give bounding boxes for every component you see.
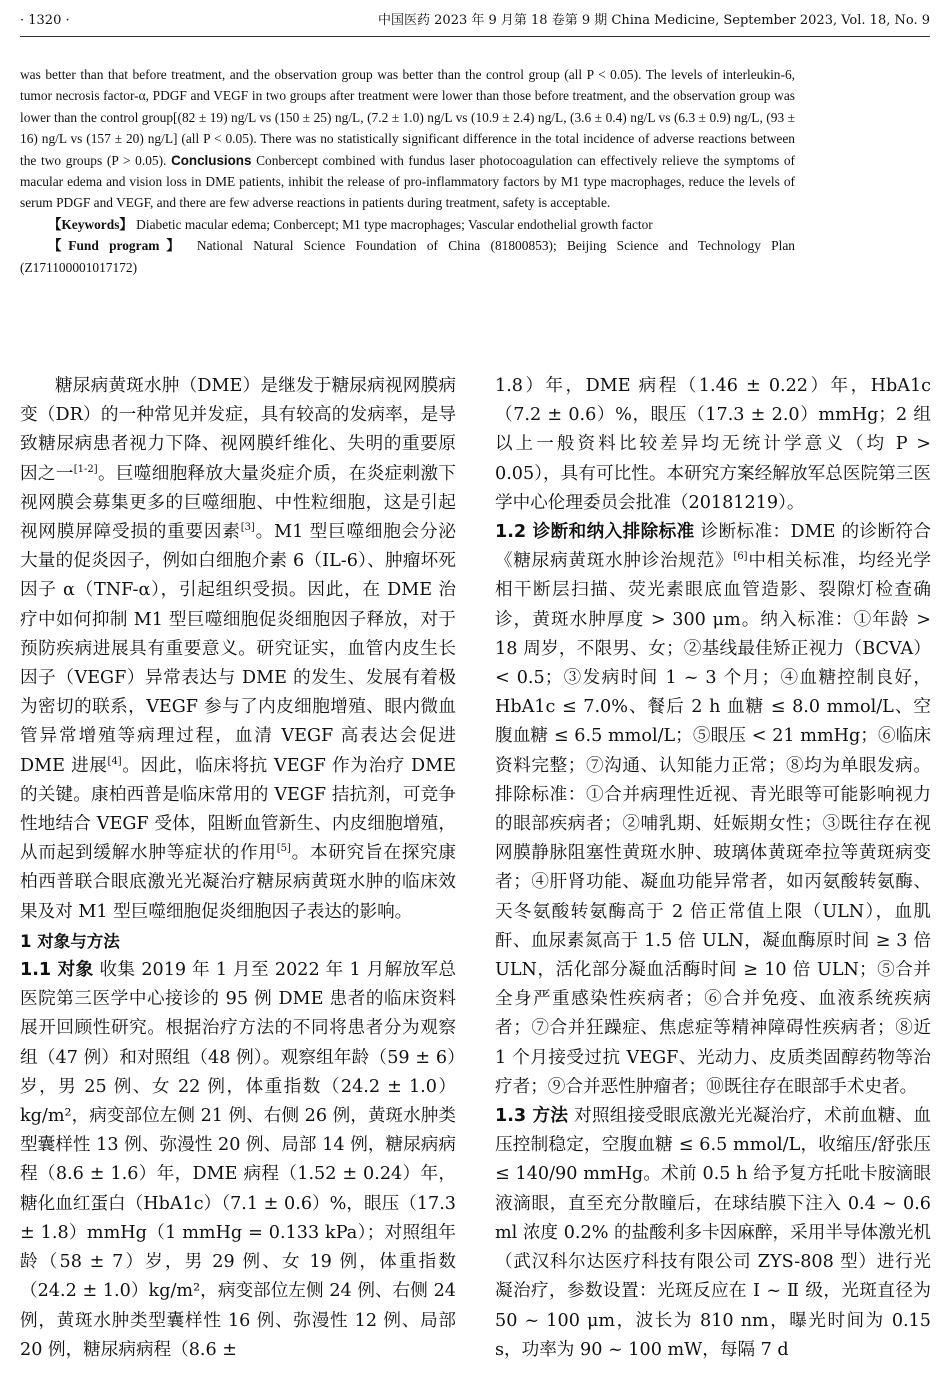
abstract-results-text: was better than that before treatment, and the observation group was better than the control group (all P < 0.05). The levels of interleukin-6, tumor necrosis factor-α, PDGF and VEGF in two groups after treatment were lower than those before treatment, and the observation group was lower than the control group[(82 ± 19) ng/L vs (150 ± 25) ng/L, (7.2 ± 1.0) ng/L vs (10.9 ± 2.4) ng/L, (3.6 ± 0.4) ng/L vs (6.3 ± 0.9) ng/L, (93 ± 16) ng/L vs (157 ± 20) ng/L] (all P < 0.05). There was no statistically significant difference in the total incidence of adverse reactions between the two groups (P > 0.05). <box>20 67 795 168</box>
right-column <box>495 372 931 1365</box>
subsection-1-2-title: 1.2 诊断和纳入排除标准 <box>495 522 695 543</box>
fund-line <box>20 235 795 278</box>
subsection-1-3 <box>495 1102 931 1365</box>
subsection-1-2-text-b: 中相关标准，均经光学相干断层扫描、荧光素眼底血管造影、裂隙灯检查确诊，黄斑水肿厚度 > 300 μm。纳入标准：①年龄 > 18 周岁，不限男、女；②基线最佳矫正视力（BCVA）< 0.5；③发病时间 1 ~ 3 个月；④血糖控制良好，HbA1c ≤ 7.0%、餐后 2 h 血糖 ≤ 8.0 mmol/L、空腹血糖 ≤ 6.5 mmol/L；⑤眼压 < 21 mmHg；⑥临床资料完整；⑦沟通、认知能力正常；⑧均为单眼发病。排除标准：①合并病理性近视、青光眼等可能影响视力的眼部疾病者；②哺乳期、妊娠期女性；③既往存在视网膜静脉阻塞性黄斑水肿、玻璃体黄斑牵拉等黄斑病变者；④肝肾功能、凝血功能异常者，如丙氨酸转氨酶、天冬氨酸转氨酶高于 2 倍正常值上限（ULN），血肌酐、血尿素氮高于 1.5 倍 ULN，凝血酶原时间 ≥ 3 倍 ULN，活化部分凝血活酶时间 ≥ 10 倍 ULN；⑤合并全身严重感染性疾病者；⑥合并免疫、血液系统疾病者；⑦合并狂躁症、焦虑症等精神障碍性疾病者；⑧近 1 个月接受过抗 VEGF、光动力、皮质类固醇药物等治疗者；⑨合并恶性肿瘤者；⑩既往存在眼部手术史者。 <box>495 551 931 1097</box>
subsection-1-3-title: 1.3 方法 <box>495 1106 569 1127</box>
page-number: · 1320 · <box>20 13 70 28</box>
introduction-paragraph <box>20 372 456 927</box>
english-abstract <box>20 64 795 278</box>
subsection-1-2-text-a: 诊断标准：DME 的诊断符合《糖尿病黄斑水肿诊治规范》 <box>495 522 932 572</box>
section-heading-methods: 1 对象与方法 <box>20 931 120 951</box>
keywords-text: Diabetic macular edema; Conbercept; M1 type macrophages; Vascular endothelial growth factor <box>136 216 653 232</box>
subsection-1-1-title: 1.1 对象 <box>20 960 94 981</box>
running-header <box>20 8 930 34</box>
citation-6: [6] <box>733 551 748 563</box>
citation-1-2: [1-2] <box>73 463 98 475</box>
header-rule <box>20 36 930 37</box>
intro-text-c: 。M1 型巨噬细胞会分泌大量的促炎因子，例如白细胞介素 6（IL-6）、肿瘤坏死因子 α（TNF-α），引起组织受损。因此，在 DME 治疗中如何抑制 M1 型巨噬细胞促炎细胞因子释放，对于预防疾病进展具有重要意义。研究证实，血管内皮生长因子（VEGF）异常表达与 DME 的发生、发展有着极为密切的联系，VEGF 参与了内皮细胞增殖、眼内微血管异常增殖等病理过程，血清 VEGF 高表达会促进 DME 进展 <box>20 522 456 776</box>
intro-text-d: 。因此，临床将抗 VEGF 作为治疗 DME 的关键。康柏西普是临床常用的 VEGF 拮抗剂，可竞争性地结合 VEGF 受体，阻断血管新生、内皮细胞增殖，从而起到缓解水肿等症状的作用 <box>20 755 456 864</box>
keywords-label: 【Keywords】 <box>48 216 133 232</box>
subsection-1-3-text: 对照组接受眼底激光光凝治疗，术前血糖、血压控制稳定，空腹血糖 ≤ 6.5 mmol/L，收缩压/舒张压 ≤ 140/90 mmHg。术前 0.5 h 给予复方托吡卡胺滴眼液滴眼，直至充分散瞳后，在球结膜下注入 0.4 ~ 0.6 ml 浓度 0.2% 的盐酸利多卡因麻醉，采用半导体激光机（武汉科尔达医疗科技有限公司 ZYS-808 型）进行光凝治疗，参数设置：光斑反应在 Ⅰ ~ Ⅱ 级，光斑直径为 50 ~ 100 μm，波长为 810 nm，曝光时间为 0.15 s，功率为 90 ~ 100 mW，每隔 7 d <box>495 1106 932 1360</box>
citation-5: [5] <box>276 843 291 855</box>
citation-3: [3] <box>240 522 255 534</box>
subsection-1-1-text: 收集 2019 年 1 月至 2022 年 1 月解放军总医院第三医学中心接诊的 95 例 DME 患者的临床资料展开回顾性研究。根据治疗方法的不同将患者分为观察组（47 例）和对照组（48 例）。观察组年龄（59 ± 6）岁，男 25 例、女 22 例，体重指数（24.2 ± 1.0）kg/m²，病变部位左侧 21 例、右侧 26 例，黄斑水肿类型囊样性 13 例、弥漫性 20 例、局部 14 例，糖尿病病程（8.6 ± 1.6）年，DME 病程（1.52 ± 0.24）年，糖化血红蛋白（HbA1c）（7.1 ± 0.6）%，眼压（17.3 ± 1.8）mmHg（1 mmHg = 0.133 kPa）；对照组年龄（58 ± 7）岁，男 29 例、女 19 例，体重指数（24.2 ± 1.0）kg/m²，病变部位左侧 24 例、右侧 24 例，黄斑水肿类型囊样性 16 例、弥漫性 12 例、局部 20 例，糖尿病病程（8.6 ± <box>20 960 456 1360</box>
conclusions-text: Conbercept combined with fundus laser photocoagulation can effectively relieve the symptoms of macular edema and vision loss in DME patients, inhibit the release of pro-inflammatory factors by M1 type macrophages, reduce the levels of serum PDGF and VEGF, and there are few adverse reactions in patients during treatment, safety is acceptable. <box>20 152 795 211</box>
left-column <box>20 372 456 1365</box>
intro-text-a: 糖尿病黄斑水肿（DME）是继发于糖尿病视网膜病变（DR）的一种常见并发症，具有较高的发病率，是导致糖尿病患者视力下降、视网膜纤维化、失明的重要原因之一 <box>20 376 456 484</box>
keywords-line <box>20 214 795 235</box>
fund-label: 【Fund program】 <box>48 238 187 254</box>
journal-citation: 中国医药 2023 年 9 月第 18 卷第 9 期 China Medicine, September 2023, Vol. 18, No. 9 <box>378 13 930 28</box>
continued-paragraph: 1.8）年，DME 病程（1.46 ± 0.22）年，HbA1c（7.2 ± 0.6）%，眼压（17.3 ± 2.0）mmHg；2 组以上一般资料比较差异均无统计学意义（均 P > 0.05），具有可比性。本研究方案经解放军总医院第三医学中心伦理委员会批准（20181219）。 <box>495 376 931 513</box>
intro-text-b: 。巨噬细胞释放大量炎症介质，在炎症刺激下视网膜会募集更多的巨噬细胞、中性粒细胞，这是引起视网膜屏障受损的重要因素 <box>20 463 456 543</box>
intro-text-e: 。本研究旨在探究康柏西普联合眼底激光光凝治疗糖尿病黄斑水肿的临床效果及对 M1 型巨噬细胞促炎细胞因子表达的影响。 <box>20 843 456 922</box>
fund-text: National Natural Science Foundation of China (81800853); Beijing Science and Technology Plan (Z171100001017172) <box>20 238 795 275</box>
subsection-1-2 <box>495 518 931 1102</box>
abstract-results <box>20 64 795 214</box>
subsection-1-1 <box>20 956 456 1365</box>
citation-4: [4] <box>107 755 122 767</box>
conclusions-label: Conclusions <box>171 152 252 168</box>
